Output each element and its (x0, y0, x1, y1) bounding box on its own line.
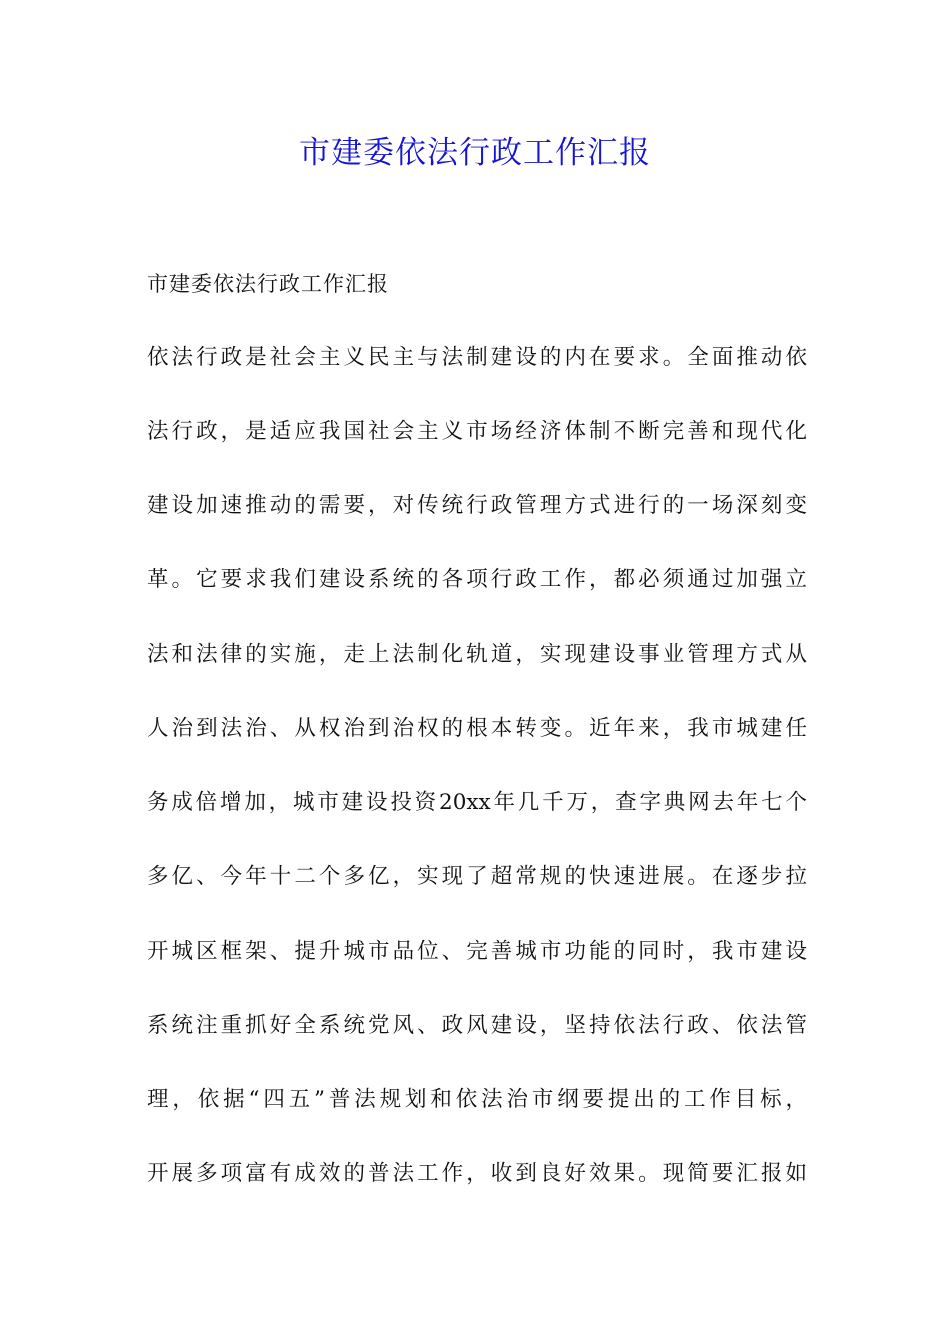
paragraph-line: 系统注重抓好全系统党风、政风建设，坚持依法行政、依法管 (147, 1013, 807, 1038)
paragraph-line: 建设加速推动的需要，对传统行政管理方式进行的一场深刻变 (147, 493, 807, 518)
paragraph-line: 开城区框架、提升城市品位、完善城市功能的同时，我市建设 (147, 939, 807, 964)
document-subtitle: 市建委依法行政工作汇报 (147, 272, 389, 296)
paragraph-line: 法和法律的实施，走上法制化轨道，实现建设事业管理方式从 (147, 642, 807, 667)
paragraph-line: 依法行政是社会主义民主与法制建设的内在要求。全面推动依 (147, 345, 807, 370)
paragraph-line: 革。它要求我们建设系统的各项行政工作，都必须通过加强立 (147, 567, 807, 592)
paragraph-line: 务成倍增加，城市建设投资20xx年几千万，查字典网去年七个 (147, 790, 807, 815)
paragraph-line: 人治到法治、从权治到治权的根本转变。近年来，我市城建任 (147, 716, 807, 741)
paragraph-line: 开展多项富有成效的普法工作，收到良好效果。现简要汇报如 (147, 1161, 807, 1186)
paragraph-line: 多亿、今年十二个多亿，实现了超常规的快速进展。在逐步拉 (147, 864, 807, 889)
paragraph-line: 理，依据“四五”普法规划和依法治市纲要提出的工作目标， (147, 1087, 807, 1112)
document-title: 市建委依法行政工作汇报 (299, 135, 651, 171)
paragraph-line: 法行政，是适应我国社会主义市场经济体制不断完善和现代化 (147, 419, 807, 444)
